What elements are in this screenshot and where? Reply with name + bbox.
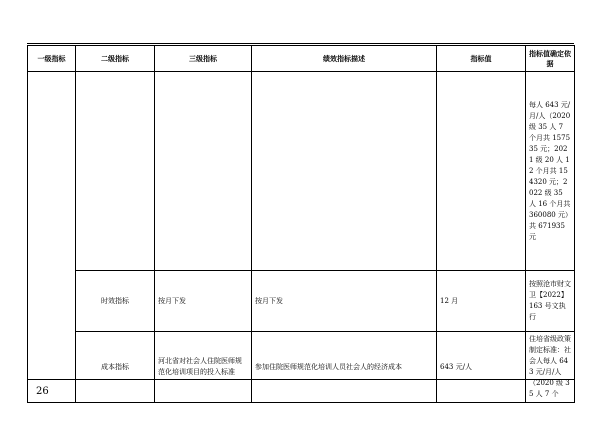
level3-cell: 河北省对社会人住院医师规范化培训项目的投入标准	[155, 332, 252, 403]
value-cell	[437, 72, 526, 271]
table-header-row	[28, 46, 575, 72]
top-rule	[27, 43, 574, 44]
performance-indicator-table	[27, 45, 575, 403]
description-cell	[252, 72, 437, 271]
table-row	[28, 271, 575, 332]
header-basis: 指标值确定依据	[526, 46, 575, 72]
table-row	[28, 332, 575, 403]
value-cell: 643 元/人	[437, 332, 526, 403]
header-description: 绩效指标描述	[252, 46, 437, 72]
header-value: 指标值	[437, 46, 526, 72]
header-level1: 一级指标	[28, 46, 76, 72]
level3-cell	[155, 72, 252, 271]
basis-cell: 每人 643 元/月/人（2020 级 35 人 7 个月共 157535 元；2021 级 20 人 12 个月共 154320 元；2022 级 35 人 16 个月共 360080 元）共 671935 元	[526, 72, 575, 271]
basis-cell: 按照沧市财文卫【2022】163 号文执行	[526, 271, 575, 332]
level2-cell	[76, 72, 155, 271]
table-row	[28, 72, 575, 271]
level2-cell: 时效指标	[76, 271, 155, 332]
description-cell: 按月下发	[252, 271, 437, 332]
level1-cell	[28, 72, 76, 403]
basis-cell: 住培省级政策制定标准：社会人每人 643 元/月/人（2020 级 35 人 7 个	[526, 332, 575, 403]
level2-cell: 成本指标	[76, 332, 155, 403]
bottom-rule	[27, 379, 574, 380]
header-level2: 二级指标	[76, 46, 155, 72]
description-cell: 参加住院医师规范化培训人员社会人的经济成本	[252, 332, 437, 403]
value-cell: 12 月	[437, 271, 526, 332]
page-number: 26	[36, 386, 49, 397]
header-level3: 三级指标	[155, 46, 252, 72]
level3-cell: 按月下发	[155, 271, 252, 332]
